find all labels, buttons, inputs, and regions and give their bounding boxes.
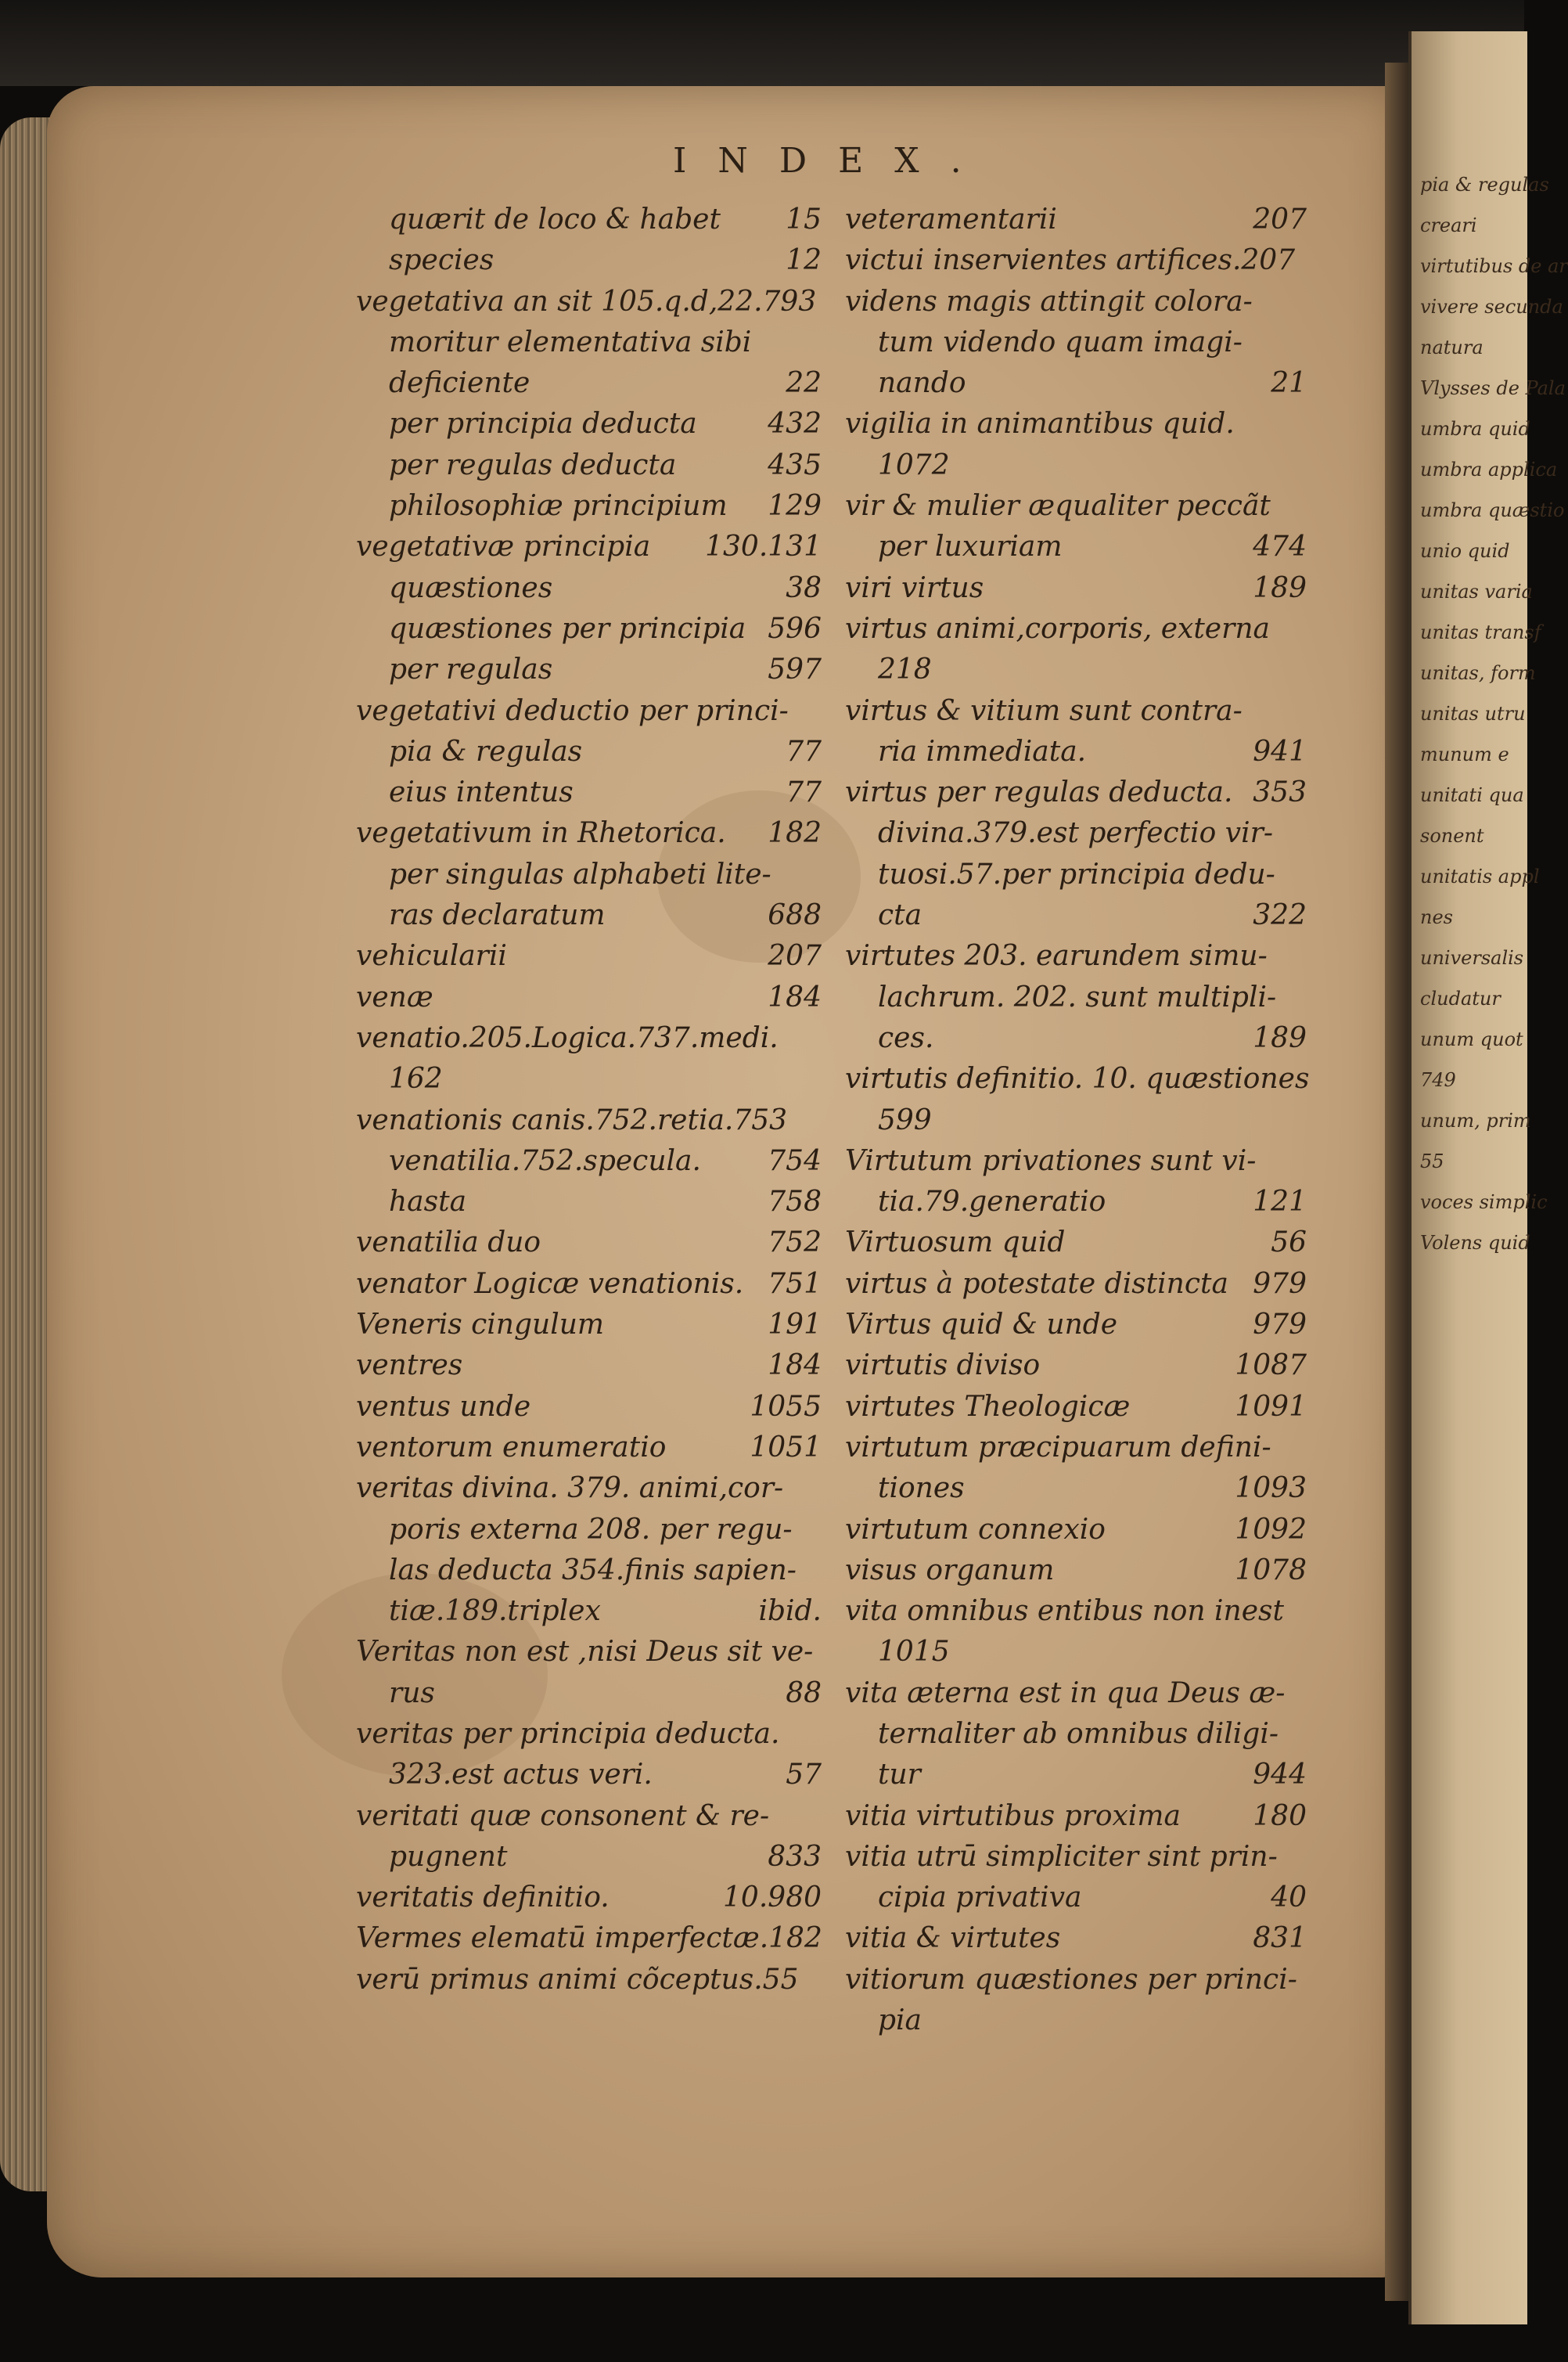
index-entry bbox=[356, 1837, 822, 1878]
index-entry-page-number: 944 bbox=[1253, 1759, 1307, 1791]
adjacent-page-line: nes bbox=[1420, 906, 1453, 928]
index-entry-text: per regulas deducta bbox=[389, 448, 677, 481]
index-entry-page-number: 184 bbox=[768, 1349, 822, 1382]
index-entry-text: tiæ.189.triplex bbox=[389, 1595, 601, 1628]
index-entry-page-number: 130.131 bbox=[705, 531, 822, 563]
index-entry bbox=[845, 445, 1307, 486]
index-entry bbox=[356, 1345, 822, 1386]
index-entry-text: vita æterna est in qua Deus æ- bbox=[845, 1676, 1286, 1709]
index-entry-text: viri virtus bbox=[845, 571, 984, 604]
adjacent-page-line: unum, prim bbox=[1420, 1110, 1531, 1132]
index-entry-text: Virtuosum quid bbox=[845, 1226, 1066, 1259]
index-entry-text: nando bbox=[878, 367, 966, 400]
index-entry-text: Veneris cingulum bbox=[356, 1309, 605, 1341]
index-entry-page-number: 12 bbox=[786, 244, 822, 277]
index-entry bbox=[845, 855, 1307, 895]
index-entry-text: vitiorum quæstiones per princi- bbox=[845, 1963, 1297, 1996]
index-entry bbox=[845, 1550, 1307, 1591]
adjacent-page-line: vivere secunda bbox=[1420, 296, 1563, 318]
adjacent-page-line: creari bbox=[1420, 214, 1477, 236]
adjacent-page-line: natura bbox=[1420, 337, 1483, 358]
index-entry-text: vegetativæ principia bbox=[356, 531, 651, 563]
index-entry-text: venatio.205.Logica.737.medi. bbox=[356, 1021, 779, 1054]
index-entry-text: hasta bbox=[389, 1186, 467, 1219]
index-entry-text: pia & regulas bbox=[389, 735, 583, 768]
index-entry-text: veritas divina. 379. animi,cor- bbox=[356, 1472, 784, 1505]
index-entry-text: veteramentarii bbox=[845, 203, 1057, 236]
index-entry-page-number: 758 bbox=[768, 1186, 822, 1219]
index-entry bbox=[845, 1591, 1307, 1632]
index-entry-text: venatilia.752.specula. bbox=[389, 1144, 701, 1177]
adjacent-page-line: umbra quid bbox=[1420, 418, 1530, 440]
index-entry-page-number: 88 bbox=[786, 1676, 822, 1709]
index-entry bbox=[356, 1182, 822, 1222]
index-entry-page-number: 752 bbox=[768, 1226, 822, 1259]
index-entry-text: vitia virtutibus proxima bbox=[845, 1799, 1181, 1832]
index-entry-page-number: 184 bbox=[768, 981, 822, 1014]
index-entry-page-number: 833 bbox=[768, 1840, 822, 1873]
adjacent-page-line: unitas transf bbox=[1420, 621, 1541, 643]
index-entry bbox=[845, 609, 1307, 650]
index-entry bbox=[356, 322, 822, 363]
index-entry bbox=[845, 691, 1307, 732]
index-entry bbox=[845, 813, 1307, 854]
index-entry-text: victui inservientes artifices.207 bbox=[845, 244, 1296, 277]
index-entry-text: tiones bbox=[878, 1472, 965, 1505]
index-entry-text: 599 bbox=[878, 1104, 932, 1136]
index-column-right bbox=[845, 200, 1310, 2041]
index-entry bbox=[356, 363, 822, 404]
index-entry-page-number: 15 bbox=[786, 203, 822, 236]
index-entry bbox=[845, 1632, 1307, 1672]
index-entry bbox=[356, 1222, 822, 1263]
index-entry bbox=[356, 1878, 822, 1918]
index-entry-text: ces. bbox=[878, 1021, 934, 1054]
index-entry bbox=[356, 1632, 822, 1672]
index-entry-page-number: 941 bbox=[1253, 735, 1307, 768]
index-entry-text: divina.379.est perfectio vir- bbox=[878, 817, 1274, 850]
index-entry-page-number: 207 bbox=[1253, 203, 1307, 236]
index-entry-page-number: 688 bbox=[768, 899, 822, 932]
index-entry-text: veritatis definitio. bbox=[356, 1881, 610, 1914]
index-entry-text: venator Logicæ venationis. bbox=[356, 1267, 744, 1300]
index-entry-text: philosophiæ principium bbox=[389, 490, 728, 523]
index-entry-text: ventus unde bbox=[356, 1390, 531, 1423]
index-entry-text: vigilia in animantibus quid. bbox=[845, 408, 1235, 441]
adjacent-page-line: unitati qua bbox=[1420, 784, 1524, 806]
index-entry-page-number: 353 bbox=[1253, 776, 1307, 809]
index-entry bbox=[356, 1755, 822, 1795]
index-entry-page-number: 979 bbox=[1253, 1309, 1307, 1341]
index-entry-text: veritas per principia deducta. bbox=[356, 1717, 780, 1750]
index-entry bbox=[356, 1673, 822, 1714]
index-entry bbox=[845, 1714, 1307, 1755]
index-entry-page-number: 207 bbox=[768, 940, 822, 973]
index-entry bbox=[356, 1264, 822, 1305]
adjacent-page-line: unitas, form bbox=[1420, 662, 1536, 684]
index-entry bbox=[356, 855, 822, 895]
index-entry bbox=[356, 1305, 822, 1345]
index-entry bbox=[356, 1141, 822, 1182]
index-entry-text: virtutum connexio bbox=[845, 1513, 1106, 1546]
index-entry-text: ria immediata. bbox=[878, 735, 1087, 768]
index-entry-text: ternaliter ab omnibus diligi- bbox=[878, 1717, 1278, 1750]
index-entry-text: quæstiones bbox=[389, 571, 553, 604]
index-entry bbox=[845, 978, 1307, 1018]
adjacent-page-line: pia & regulas bbox=[1420, 174, 1549, 196]
index-entry bbox=[845, 240, 1307, 281]
index-entry bbox=[356, 1960, 822, 2000]
index-entry-page-number: 596 bbox=[768, 612, 822, 645]
index-entry bbox=[845, 1018, 1307, 1059]
adjacent-page-line: unum quot bbox=[1420, 1028, 1523, 1050]
index-entry-text: quæstiones per principia bbox=[389, 612, 746, 645]
index-entry-text: 1072 bbox=[878, 448, 950, 481]
index-entry bbox=[845, 1673, 1307, 1714]
adjacent-page-line: universalis bbox=[1420, 947, 1524, 969]
index-entry-page-number: 432 bbox=[768, 408, 822, 441]
index-entry bbox=[845, 486, 1307, 527]
index-entry bbox=[845, 1837, 1307, 1878]
index-entry-page-number: 22 bbox=[786, 367, 822, 400]
index-entry-page-number: 56 bbox=[1271, 1226, 1307, 1259]
index-entry-text: per principia deducta bbox=[389, 408, 697, 441]
adjacent-page-line: munum e bbox=[1420, 744, 1509, 765]
adjacent-page-line: unitas utru bbox=[1420, 703, 1526, 725]
index-entry bbox=[356, 1100, 822, 1141]
index-entry-text: Vermes elematū imperfectæ.182 bbox=[356, 1922, 822, 1955]
index-entry-page-number: ibid. bbox=[758, 1595, 822, 1628]
index-entry bbox=[845, 1345, 1307, 1386]
index-entry bbox=[356, 1428, 822, 1468]
index-entry-text: 1015 bbox=[878, 1636, 950, 1669]
index-entry bbox=[356, 486, 822, 527]
index-entry-text: virtutes Theologicæ bbox=[845, 1390, 1131, 1423]
index-entry-text: pugnent bbox=[389, 1840, 508, 1873]
index-entry bbox=[356, 568, 822, 609]
index-entry-text: vir & mulier æqualiter peccãt bbox=[845, 490, 1271, 523]
index-entry-text: venationis canis.752.retia.753 bbox=[356, 1104, 788, 1136]
index-entry bbox=[356, 1550, 822, 1591]
index-entry-page-number: 322 bbox=[1253, 899, 1307, 932]
index-entry-text: eius intentus bbox=[389, 776, 574, 809]
index-entry-text: virtutes 203. earundem simu- bbox=[845, 940, 1268, 973]
adjacent-page-line: umbra applica bbox=[1420, 459, 1558, 481]
index-entry bbox=[845, 650, 1307, 690]
index-entry-text: vitia utrū simpliciter sint prin- bbox=[845, 1840, 1278, 1873]
index-entry-text: cta bbox=[878, 899, 922, 932]
index-entry-page-number: 1051 bbox=[750, 1431, 822, 1464]
page-title: INDEX. bbox=[673, 141, 993, 181]
index-entry-text: poris externa 208. per regu- bbox=[389, 1513, 793, 1546]
index-entry-text: tur bbox=[878, 1759, 921, 1791]
index-entry-text: per luxuriam bbox=[878, 531, 1063, 563]
index-entry-text: tum videndo quam imagi- bbox=[878, 326, 1243, 358]
adjacent-page-line: sonent bbox=[1420, 825, 1484, 847]
index-entry bbox=[845, 282, 1307, 322]
index-entry bbox=[356, 1796, 822, 1837]
index-entry-text: tia.79.generatio bbox=[878, 1186, 1106, 1219]
index-entry-text: pia bbox=[878, 2004, 922, 2037]
index-entry-page-number: 10.980 bbox=[723, 1881, 822, 1914]
index-entry-text: ras declaratum bbox=[389, 899, 606, 932]
index-entry-page-number: 1055 bbox=[750, 1390, 822, 1423]
index-entry-text: rus bbox=[389, 1676, 435, 1709]
index-entry bbox=[845, 1264, 1307, 1305]
index-entry bbox=[356, 1510, 822, 1550]
index-entry bbox=[845, 1182, 1307, 1222]
index-entry-text: vitia & virtutes bbox=[845, 1922, 1061, 1955]
index-entry bbox=[845, 1960, 1307, 2000]
index-entry-text: virtus & vitium sunt contra- bbox=[845, 694, 1243, 727]
index-entry-page-number: 77 bbox=[786, 776, 822, 809]
index-entry bbox=[845, 772, 1307, 813]
index-entry-text: venæ bbox=[356, 981, 433, 1014]
index-entry-page-number: 1091 bbox=[1235, 1390, 1307, 1423]
index-entry-page-number: 597 bbox=[768, 654, 822, 686]
index-entry-text: tuosi.57.per principia dedu- bbox=[878, 858, 1275, 891]
index-entry-text: lachrum. 202. sunt multipli- bbox=[878, 981, 1277, 1014]
index-entry-page-number: 754 bbox=[768, 1144, 822, 1177]
index-entry bbox=[845, 2000, 1307, 2041]
index-entry bbox=[356, 445, 822, 486]
adjacent-page-line: Volens quid bbox=[1420, 1232, 1530, 1254]
index-entry bbox=[356, 1468, 822, 1509]
index-entry bbox=[845, 732, 1307, 772]
index-entry-text: vegetativi deductio per princi- bbox=[356, 694, 789, 727]
index-entry-page-number: 1092 bbox=[1235, 1513, 1307, 1546]
index-entry-text: 162 bbox=[389, 1063, 443, 1096]
index-entry bbox=[356, 772, 822, 813]
index-entry bbox=[845, 1510, 1307, 1550]
index-entry bbox=[845, 1428, 1307, 1468]
index-column-left bbox=[356, 200, 822, 2000]
index-entry-text: virtutum præcipuarum defini- bbox=[845, 1431, 1271, 1464]
index-entry-text: vehicularii bbox=[356, 940, 507, 973]
adjacent-page-line: 55 bbox=[1420, 1150, 1444, 1172]
index-entry-text: species bbox=[389, 244, 494, 277]
index-entry bbox=[356, 813, 822, 854]
index-entry-page-number: 121 bbox=[1253, 1186, 1307, 1219]
index-entry bbox=[845, 1755, 1307, 1795]
index-entry-text: veritati quæ consonent & re- bbox=[356, 1799, 770, 1832]
index-entry bbox=[356, 609, 822, 650]
index-entry-text: Virtutum privationes sunt vi- bbox=[845, 1144, 1257, 1177]
index-entry-text: cipia privativa bbox=[878, 1881, 1082, 1914]
index-entry-page-number: 979 bbox=[1253, 1267, 1307, 1300]
index-entry-page-number: 21 bbox=[1271, 367, 1307, 400]
index-entry-text: deficiente bbox=[389, 367, 530, 400]
index-entry bbox=[356, 1591, 822, 1632]
index-entry-page-number: 57 bbox=[786, 1759, 822, 1791]
index-entry-page-number: 831 bbox=[1253, 1922, 1307, 1955]
index-entry bbox=[845, 1305, 1307, 1345]
index-entry bbox=[845, 322, 1307, 363]
adjacent-page-line: unitas varia bbox=[1420, 581, 1533, 603]
index-entry-text: vegetativum in Rhetorica. bbox=[356, 817, 726, 850]
index-entry-text: ventorum enumeratio bbox=[356, 1431, 667, 1464]
index-entry-text: virtus à potestate distincta bbox=[845, 1267, 1228, 1300]
index-entry-page-number: 1078 bbox=[1235, 1554, 1307, 1586]
index-entry bbox=[845, 936, 1307, 977]
index-entry bbox=[356, 404, 822, 445]
adjacent-page-line: Vlysses de Pala bbox=[1420, 377, 1566, 399]
index-entry bbox=[845, 1468, 1307, 1509]
index-entry-text: venatilia duo bbox=[356, 1226, 541, 1259]
index-entry-text: ventres bbox=[356, 1349, 463, 1382]
index-entry bbox=[356, 732, 822, 772]
index-entry bbox=[845, 1878, 1307, 1918]
index-entry bbox=[845, 1100, 1307, 1141]
background-top bbox=[0, 0, 1524, 86]
index-entry-text: las deducta 354.finis sapien- bbox=[389, 1554, 797, 1586]
index-entry-page-number: 1093 bbox=[1235, 1472, 1307, 1505]
index-entry bbox=[845, 1387, 1307, 1428]
index-entry-page-number: 751 bbox=[768, 1267, 822, 1300]
index-entry bbox=[356, 527, 822, 567]
index-entry bbox=[356, 978, 822, 1018]
index-entry bbox=[356, 650, 822, 690]
index-entry-page-number: 189 bbox=[1253, 571, 1307, 604]
index-entry bbox=[845, 895, 1307, 936]
index-entry-page-number: 1087 bbox=[1235, 1349, 1307, 1382]
index-entry-page-number: 191 bbox=[768, 1309, 822, 1341]
index-entry-page-number: 40 bbox=[1271, 1881, 1307, 1914]
index-entry-text: virtutis diviso bbox=[845, 1349, 1041, 1382]
index-entry bbox=[356, 240, 822, 281]
index-entry-text: 323.est actus veri. bbox=[389, 1759, 653, 1791]
adjacent-page-text bbox=[1420, 164, 1568, 1263]
index-entry bbox=[356, 1387, 822, 1428]
index-entry-page-number: 182 bbox=[768, 817, 822, 850]
index-entry bbox=[845, 1141, 1307, 1182]
index-entry-page-number: 77 bbox=[786, 735, 822, 768]
index-entry-text: videns magis attingit colora- bbox=[845, 285, 1253, 318]
index-entry-text: Virtus quid & unde bbox=[845, 1309, 1118, 1341]
adjacent-page-line: unio quid bbox=[1420, 540, 1510, 562]
index-entry-text: visus organum bbox=[845, 1554, 1055, 1586]
index-entry-text: vita omnibus entibus non inest bbox=[845, 1595, 1284, 1628]
index-entry-page-number: 129 bbox=[768, 490, 822, 523]
index-entry bbox=[845, 527, 1307, 567]
index-entry-page-number: 474 bbox=[1253, 531, 1307, 563]
index-entry-text: 218 bbox=[878, 654, 932, 686]
index-entry-text: per singulas alphabeti lite- bbox=[389, 858, 771, 891]
index-entry-page-number: 38 bbox=[786, 571, 822, 604]
adjacent-page-line: unitatis appl bbox=[1420, 866, 1540, 888]
index-entry bbox=[845, 404, 1307, 445]
adjacent-page-line: 749 bbox=[1420, 1069, 1456, 1091]
index-entry-text: per regulas bbox=[389, 654, 553, 686]
index-entry-text: verū primus animi cõceptus.55 bbox=[356, 1963, 799, 1996]
adjacent-page-line: umbra quæstio bbox=[1420, 499, 1565, 521]
adjacent-page-line: cludatur bbox=[1420, 988, 1501, 1010]
index-entry bbox=[845, 1918, 1307, 1959]
index-entry bbox=[845, 1059, 1310, 1100]
index-entry bbox=[356, 936, 822, 977]
index-entry-page-number: 435 bbox=[768, 448, 822, 481]
index-entry-page-number: 180 bbox=[1253, 1799, 1307, 1832]
adjacent-page-line: virtutibus de ar bbox=[1420, 255, 1568, 277]
index-entry bbox=[356, 1059, 822, 1100]
index-entry-text: Veritas non est ,nisi Deus sit ve- bbox=[356, 1636, 814, 1669]
index-entry bbox=[845, 1796, 1307, 1837]
index-entry bbox=[845, 363, 1307, 404]
index-entry bbox=[845, 200, 1307, 240]
adjacent-page-line: voces simplic bbox=[1420, 1191, 1548, 1213]
index-entry bbox=[356, 895, 822, 936]
index-entry bbox=[356, 1714, 822, 1755]
index-entry-text: virtus per regulas deducta. bbox=[845, 776, 1233, 809]
index-entry-page-number: 189 bbox=[1253, 1021, 1307, 1054]
index-entry-text: vegetativa an sit 105.q.d,22.793 bbox=[356, 285, 817, 318]
index-entry bbox=[845, 568, 1307, 609]
index-entry bbox=[356, 200, 822, 240]
index-entry-text: moritur elementativa sibi bbox=[389, 326, 752, 358]
index-entry bbox=[356, 691, 822, 732]
index-entry-text: virtus animi,corporis, externa bbox=[845, 612, 1270, 645]
index-entry bbox=[845, 1222, 1307, 1263]
index-entry-text: quærit de loco & habet bbox=[389, 203, 721, 236]
index-entry bbox=[356, 1018, 822, 1059]
index-entry bbox=[356, 282, 822, 322]
index-entry bbox=[356, 1918, 822, 1959]
index-entry-text: virtutis definitio. 10. quæstiones bbox=[845, 1063, 1310, 1096]
